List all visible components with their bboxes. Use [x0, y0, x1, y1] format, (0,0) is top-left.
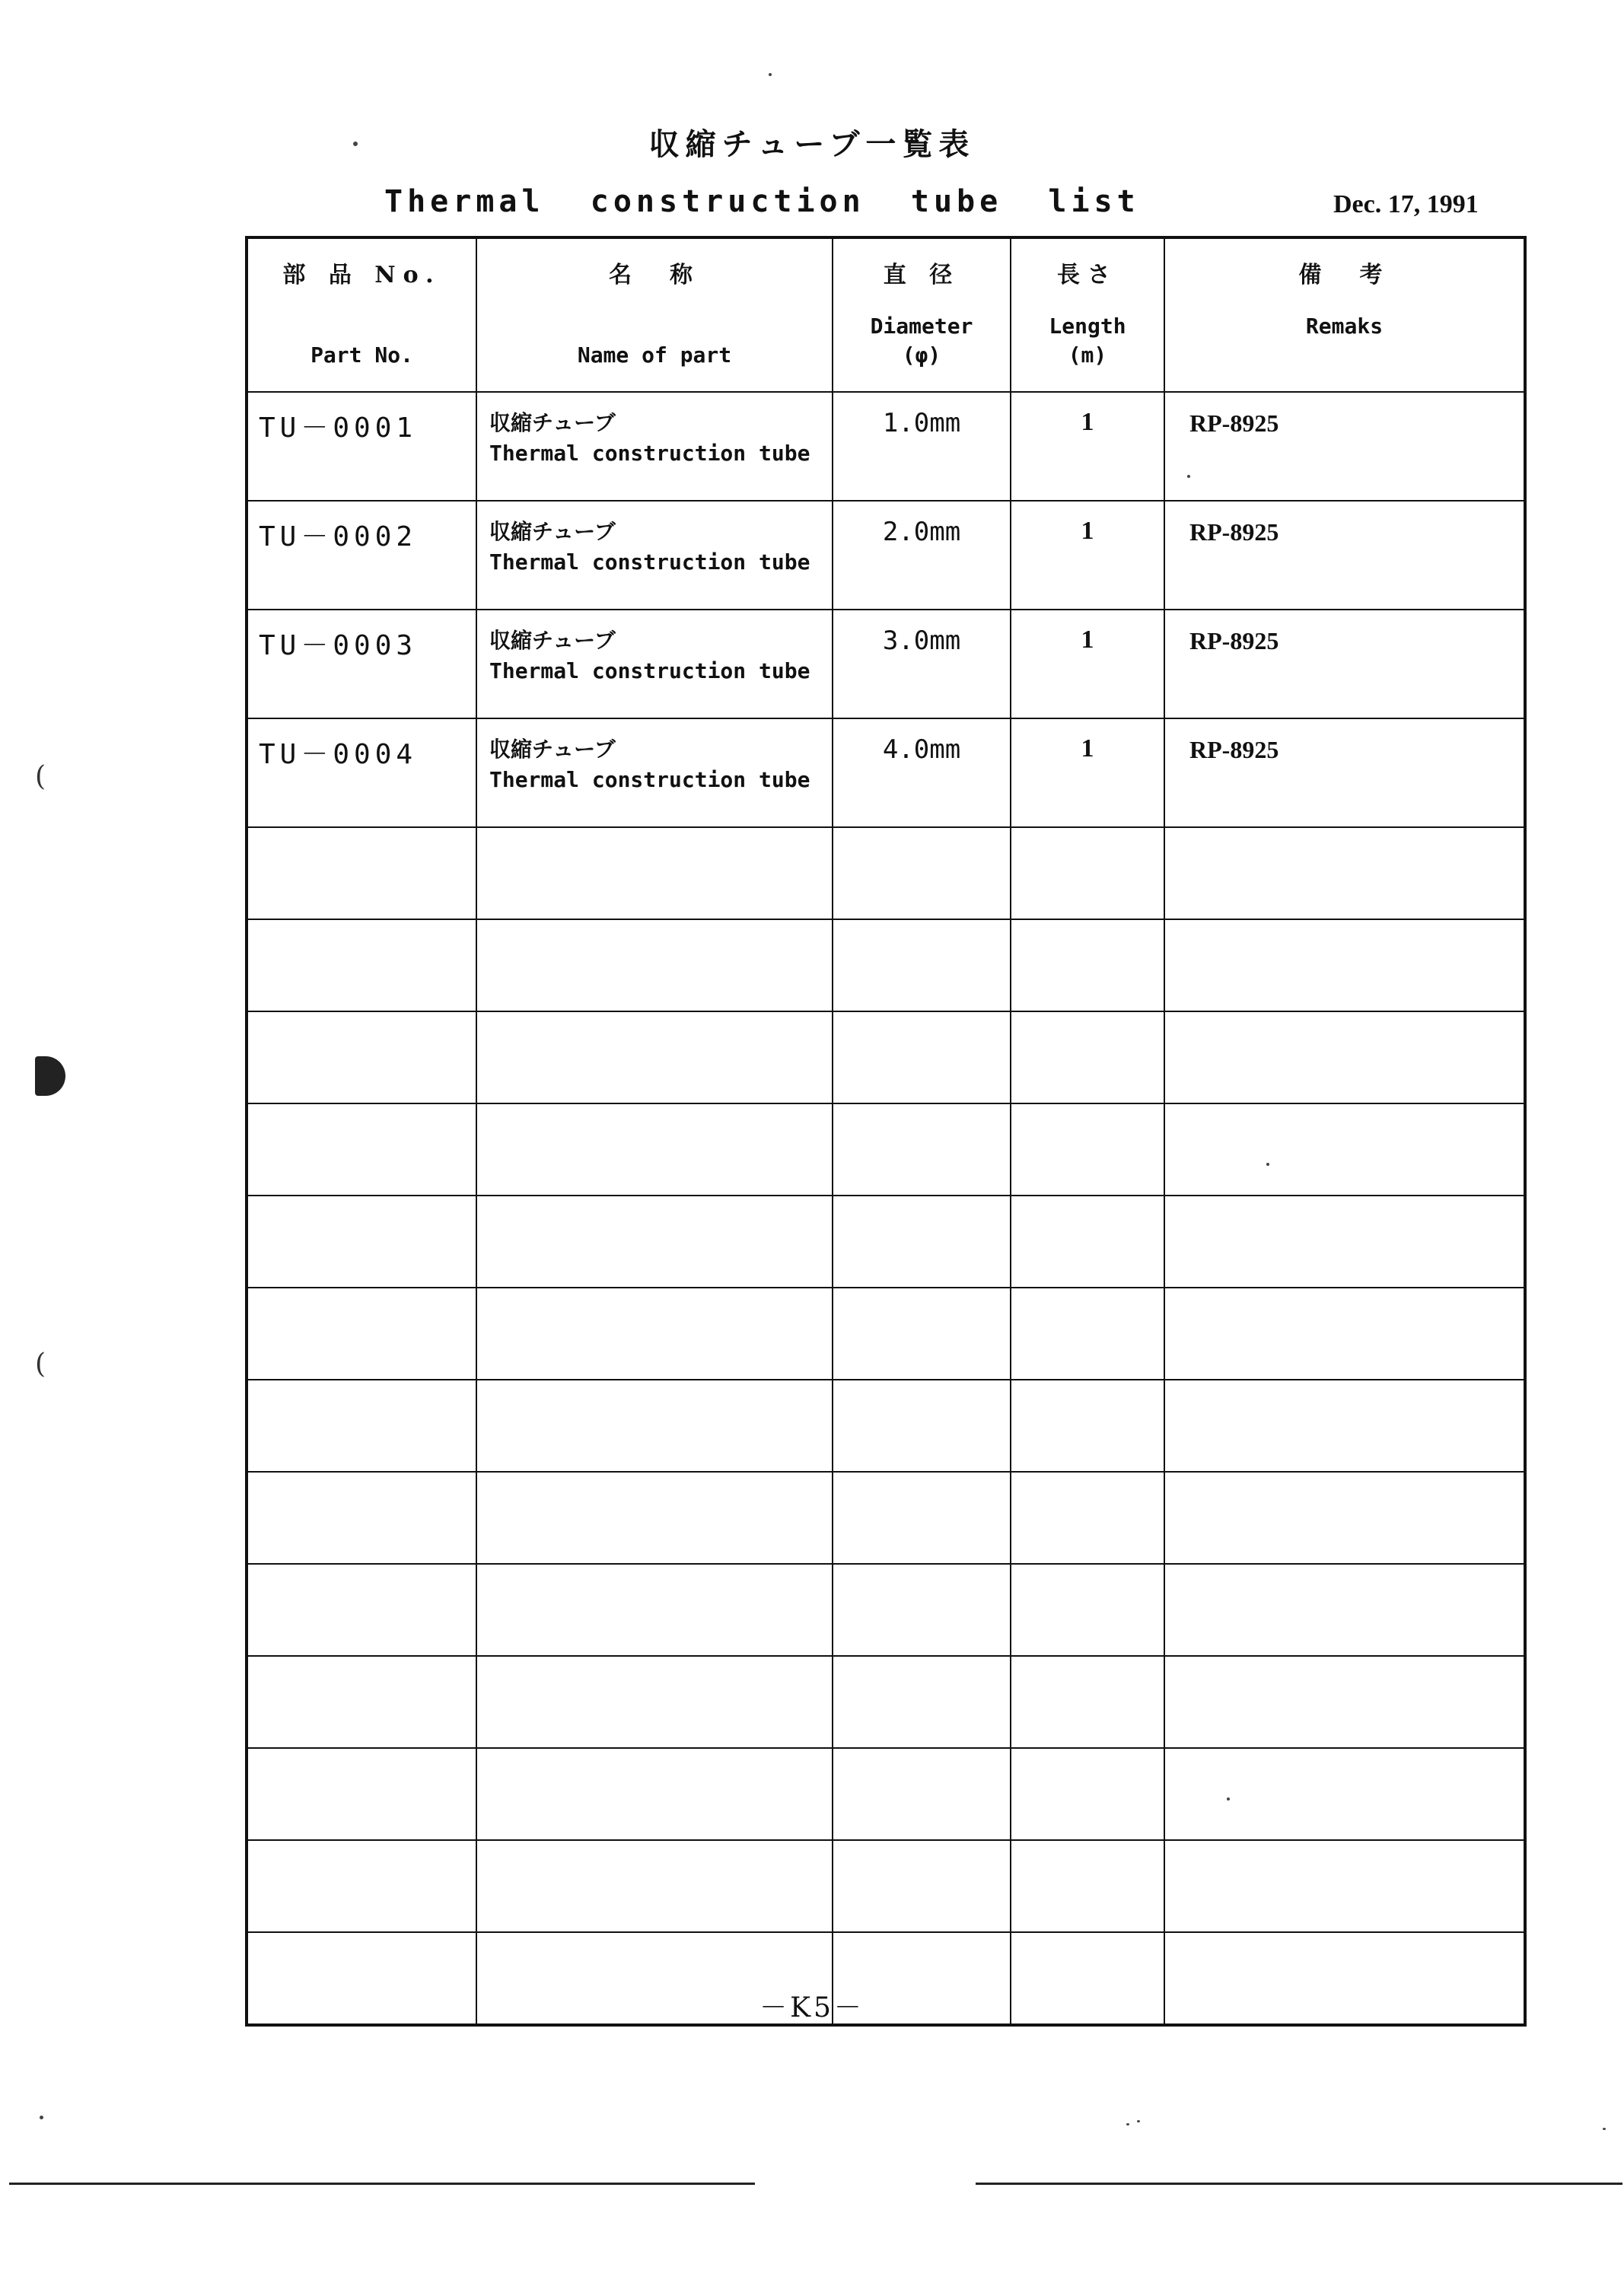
scan-speck	[40, 2116, 43, 2119]
name-jp: 収縮チューブ	[489, 628, 616, 653]
empty-part-no-cell	[247, 1103, 476, 1196]
header-name-jp: 名 称	[609, 262, 700, 288]
empty-diameter-cell	[833, 1380, 1011, 1472]
name-en: Thermal construction tube	[489, 658, 810, 683]
scan-speck	[1266, 1163, 1269, 1166]
table-row	[247, 610, 1525, 718]
empty-part-no-cell	[247, 1196, 476, 1288]
empty-remarks-cell	[1164, 1840, 1525, 1932]
scan-speck	[1126, 2123, 1129, 2125]
name-en: Thermal construction tube	[489, 549, 810, 575]
empty-length-cell	[1011, 1656, 1164, 1748]
empty-part-no-cell	[247, 1011, 476, 1103]
table-row	[247, 501, 1525, 610]
empty-name-cell	[476, 1656, 833, 1748]
empty-diameter-cell	[833, 1656, 1011, 1748]
scan-speck	[353, 142, 358, 146]
part-no-cell: TU－0004	[247, 718, 476, 827]
part-no-cell: TU－0002	[247, 501, 476, 610]
empty-length-cell	[1011, 1103, 1164, 1196]
bottom-rule-right	[976, 2183, 1622, 2185]
empty-diameter-cell	[833, 1472, 1011, 1564]
header-diameter-jp: 直 径	[883, 262, 960, 288]
empty-part-no-cell	[247, 1472, 476, 1564]
empty-diameter-cell	[833, 1288, 1011, 1380]
empty-part-no-cell	[247, 1656, 476, 1748]
scan-speck	[1187, 475, 1190, 478]
empty-name-cell	[476, 1748, 833, 1840]
empty-diameter-cell	[833, 1748, 1011, 1840]
table-row	[247, 718, 1525, 827]
name-jp: 収縮チューブ	[489, 410, 616, 435]
header-part-no-en: Part No.	[310, 342, 413, 368]
name-en: Thermal construction tube	[489, 441, 810, 466]
header-part-no	[247, 237, 476, 392]
page-number: －K5－	[759, 1992, 865, 2023]
empty-name-cell	[476, 1288, 833, 1380]
header-name-en: Name of part	[577, 342, 732, 368]
header-part-no-jp: 部 品 No.	[282, 262, 441, 288]
empty-remarks-cell	[1164, 1748, 1525, 1840]
empty-table-row	[247, 827, 1525, 919]
scan-speck	[1227, 1797, 1230, 1801]
empty-diameter-cell	[833, 1564, 1011, 1656]
empty-part-no-cell	[247, 919, 476, 1011]
name-cell	[476, 501, 833, 610]
empty-table-row	[247, 1472, 1525, 1564]
header-row	[247, 237, 1525, 392]
length-cell: 1	[1011, 501, 1164, 610]
remarks-cell: RP-8925	[1164, 392, 1525, 501]
empty-remarks-cell	[1164, 1564, 1525, 1656]
header-name	[476, 237, 833, 392]
document-title-english: Thermal construction tube list	[384, 184, 1140, 219]
empty-diameter-cell	[833, 1840, 1011, 1932]
remarks-cell: RP-8925	[1164, 501, 1525, 610]
document-date: Dec. 17, 1991	[1333, 190, 1479, 218]
scan-speck	[1137, 2120, 1140, 2122]
remarks-cell: RP-8925	[1164, 610, 1525, 718]
header-remarks-jp: 備 考	[1298, 262, 1390, 288]
empty-table-row	[247, 1011, 1525, 1103]
empty-table-row	[247, 1288, 1525, 1380]
binder-hole-mark-upper: (	[35, 761, 46, 792]
part-no-cell: TU－0001	[247, 392, 476, 501]
empty-name-cell	[476, 827, 833, 919]
scan-speck	[769, 73, 772, 76]
empty-length-cell	[1011, 1472, 1164, 1564]
empty-part-no-cell	[247, 827, 476, 919]
header-remarks-en: Remaks	[1305, 314, 1384, 339]
name-cell	[476, 610, 833, 718]
empty-length-cell	[1011, 1288, 1164, 1380]
empty-table-row	[247, 919, 1525, 1011]
empty-name-cell	[476, 1564, 833, 1656]
empty-length-cell	[1011, 919, 1164, 1011]
header-diameter-en: Diameter	[870, 314, 973, 339]
header-length-jp: 長さ	[1057, 262, 1118, 288]
empty-name-cell	[476, 1380, 833, 1472]
empty-part-no-cell	[247, 1840, 476, 1932]
empty-remarks-cell	[1164, 1196, 1525, 1288]
empty-remarks-cell	[1164, 919, 1525, 1011]
diameter-cell: 4.0mm	[833, 718, 1011, 827]
empty-length-cell	[1011, 1564, 1164, 1656]
length-cell: 1	[1011, 392, 1164, 501]
bottom-rule-left	[9, 2183, 755, 2185]
empty-name-cell	[476, 1472, 833, 1564]
name-cell	[476, 392, 833, 501]
empty-name-cell	[476, 1840, 833, 1932]
header-length-en: Length	[1049, 314, 1126, 339]
name-cell	[476, 718, 833, 827]
remarks-cell: RP-8925	[1164, 718, 1525, 827]
empty-diameter-cell	[833, 1103, 1011, 1196]
empty-diameter-cell	[833, 919, 1011, 1011]
empty-length-cell	[1011, 1748, 1164, 1840]
empty-name-cell	[476, 1103, 833, 1196]
empty-length-cell	[1011, 827, 1164, 919]
empty-diameter-cell	[833, 1196, 1011, 1288]
empty-table-row	[247, 1748, 1525, 1840]
diameter-cell: 2.0mm	[833, 501, 1011, 610]
header-length-unit: (m)	[1068, 342, 1107, 368]
empty-remarks-cell	[1164, 1011, 1525, 1103]
empty-table-row	[247, 1103, 1525, 1196]
header-diameter-unit: (φ)	[902, 342, 941, 368]
diameter-cell: 1.0mm	[833, 392, 1011, 501]
table-body	[247, 392, 1525, 2025]
empty-remarks-cell	[1164, 827, 1525, 919]
empty-length-cell	[1011, 1840, 1164, 1932]
empty-part-no-cell	[247, 1380, 476, 1472]
document-title-japanese: 収縮チューブ一覧表	[648, 126, 976, 162]
table-row	[247, 392, 1525, 501]
binder-hole-mark-lower: (	[35, 1348, 46, 1380]
empty-diameter-cell	[833, 827, 1011, 919]
header-length	[1011, 237, 1164, 392]
name-jp: 収縮チューブ	[489, 519, 616, 544]
empty-table-row	[247, 1380, 1525, 1472]
name-en: Thermal construction tube	[489, 767, 810, 792]
empty-table-row	[247, 1564, 1525, 1656]
length-cell: 1	[1011, 610, 1164, 718]
part-no-cell: TU－0003	[247, 610, 476, 718]
empty-remarks-cell	[1164, 1288, 1525, 1380]
empty-name-cell	[476, 1196, 833, 1288]
scan-speck	[1603, 2128, 1606, 2130]
name-jp: 収縮チューブ	[489, 737, 616, 762]
empty-part-no-cell	[247, 1564, 476, 1656]
empty-diameter-cell	[833, 1011, 1011, 1103]
empty-part-no-cell	[247, 1288, 476, 1380]
binder-hole-mark	[35, 1056, 65, 1096]
empty-table-row	[247, 1840, 1525, 1932]
tube-list-table	[245, 236, 1527, 2027]
empty-part-no-cell	[247, 1748, 476, 1840]
empty-remarks-cell	[1164, 1656, 1525, 1748]
empty-table-row	[247, 1196, 1525, 1288]
empty-remarks-cell	[1164, 1380, 1525, 1472]
empty-table-row	[247, 1656, 1525, 1748]
header-remarks	[1164, 237, 1525, 392]
empty-length-cell	[1011, 1011, 1164, 1103]
empty-length-cell	[1011, 1196, 1164, 1288]
table-header	[247, 237, 1525, 392]
empty-name-cell	[476, 919, 833, 1011]
header-diameter	[833, 237, 1011, 392]
empty-remarks-cell	[1164, 1472, 1525, 1564]
empty-length-cell	[1011, 1380, 1164, 1472]
empty-remarks-cell	[1164, 1103, 1525, 1196]
diameter-cell: 3.0mm	[833, 610, 1011, 718]
length-cell: 1	[1011, 718, 1164, 827]
empty-name-cell	[476, 1011, 833, 1103]
